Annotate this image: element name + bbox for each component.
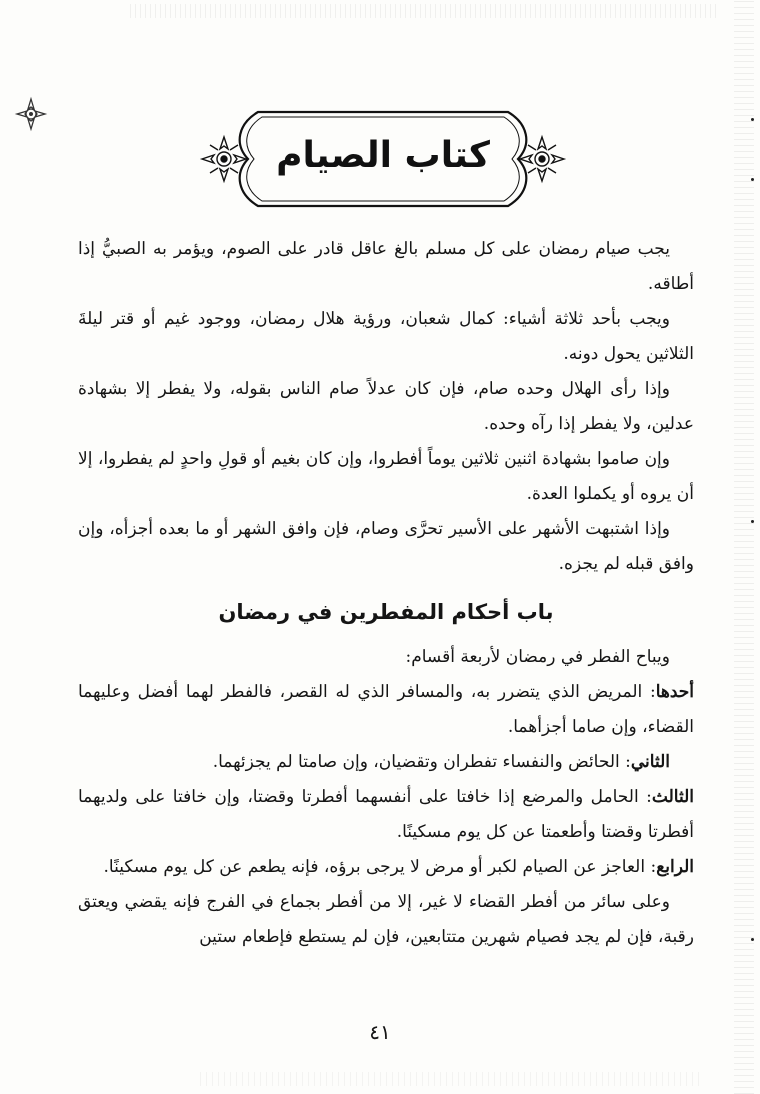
kind-paragraph [78, 780, 694, 850]
margin-dot [751, 938, 754, 941]
kind-paragraph [78, 745, 694, 780]
margin-dot [751, 118, 754, 121]
kind-paragraph [78, 850, 694, 885]
corner-ornament-icon [14, 96, 48, 132]
kind-label: الثالث [651, 787, 694, 807]
page-body [78, 232, 694, 955]
body-paragraph: وإذا اشتبهت الأشهر على الأسير تحرَّى وصام، فإن وافق الشهر أو ما بعده أجزأه، وإن وافق قبله لم يجزه. [78, 519, 694, 574]
section-intro: ويباح الفطر في رمضان لأربعة أقسام: [405, 647, 670, 667]
body-paragraph: وإذا رأى الهلال وحده صام، فإن كان عدلاً صام الناس بقوله، ولا يفطر إلا بشهادة عدلين، ولا يفطر إذا رآه وحده. [78, 379, 694, 434]
kind-text: : الحامل والمرضع إذا خافتا على أنفسهما أفطرتا وقضتا، وإن خافتا على ولديهما أفطرتا وقضتا وأطعمتا عن كل يوم مسكينًا. [78, 787, 694, 842]
scan-edge-right [734, 0, 754, 1094]
body-paragraph: يجب صيام رمضان على كل مسلم بالغ عاقل قادر على الصوم، ويؤمر به الصبيُّ إذا أطاقه. [78, 239, 694, 294]
kind-text: : العاجز عن الصيام لكبر أو مرض لا يرجى برؤه، فإنه يطعم عن كل يوم مسكينًا. [103, 857, 657, 877]
kind-label: الثاني [630, 752, 670, 772]
margin-dot [751, 520, 754, 523]
section-heading: باب أحكام المفطرين في رمضان [218, 600, 554, 624]
body-paragraph: وإن صاموا بشهادة اثنين ثلاثين يوماً أفطروا، وإن كان بغيم أو قولِ واحدٍ لم يفطروا، إلا أن يروه أو يكملوا العدة. [78, 449, 694, 504]
margin-dot [751, 178, 754, 181]
kind-paragraph [78, 675, 694, 745]
closing-paragraph: وعلى سائر من أفطر القضاء لا غير، إلا من أفطر بجماع في الفرج فإنه يقضي ويعتق رقبة، فإن لم يجد فصيام شهرين متتابعين، فإن لم يستطع فإطعام ستين [78, 892, 694, 947]
body-paragraph: ويجب بأحد ثلاثة أشياء: كمال شعبان، ورؤية هلال رمضان، ووجود غيم أو قتر ليلةَ الثلاثين يحول دونه. [78, 309, 694, 364]
kind-label: الرابع [656, 857, 694, 877]
page-number: ٤١ [369, 1020, 391, 1044]
book-title: كتاب الصيام [276, 135, 490, 176]
kind-text: : المريض الذي يتضرر به، والمسافر الذي له القصر، فالفطر لهما أفضل وعليهما القضاء، وإن صاما أجزأهما. [78, 682, 694, 737]
kind-text: : الحائض والنفساء تفطران وتقضيان، وإن صامتا لم يجزئهما. [212, 752, 631, 772]
kind-label: أحدها [655, 682, 694, 702]
scan-edge-bottom [200, 1072, 700, 1086]
scan-edge-top [130, 4, 720, 18]
